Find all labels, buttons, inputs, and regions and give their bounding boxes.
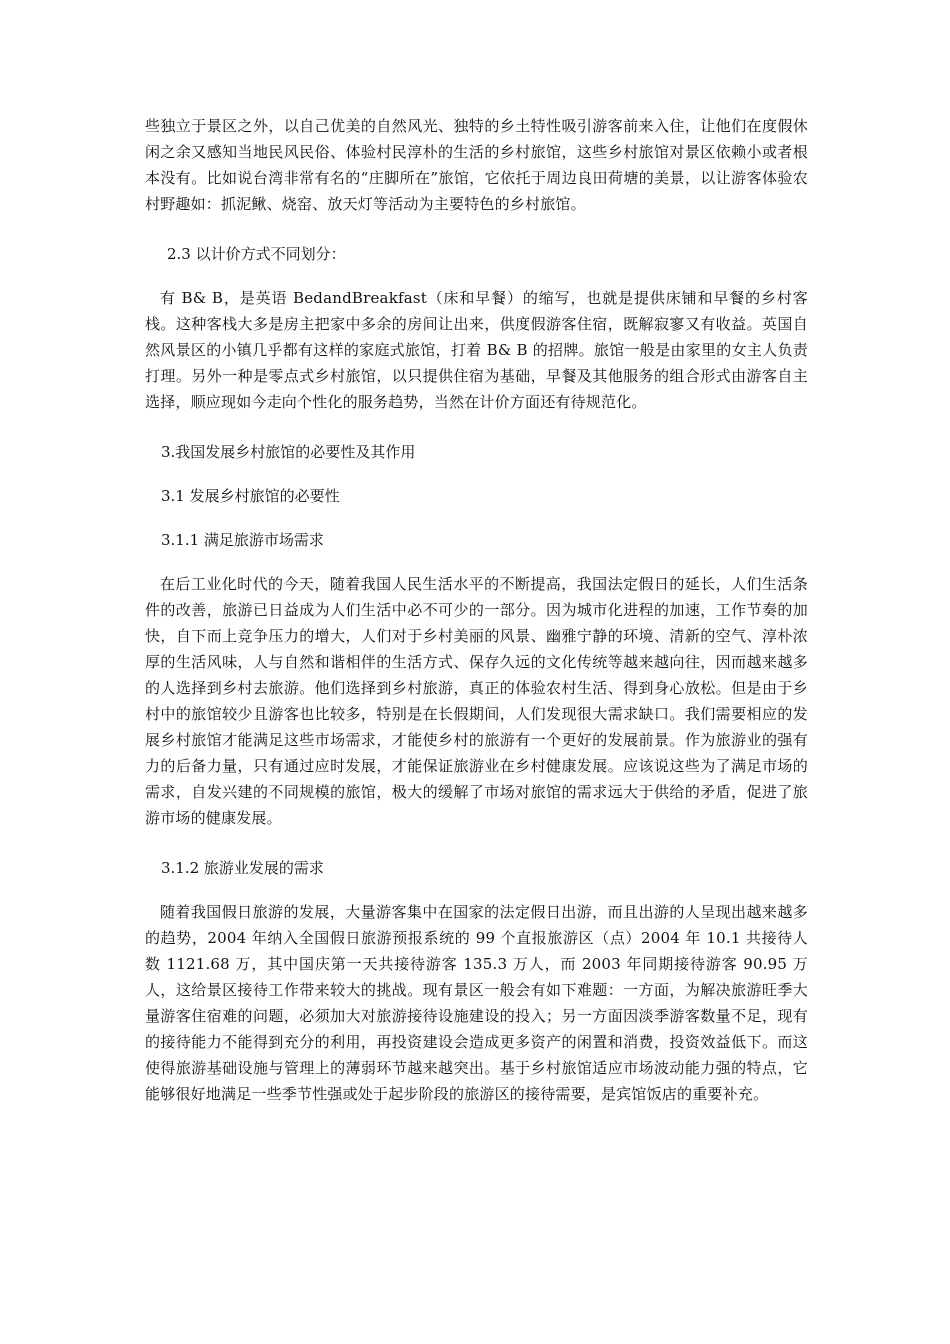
document-page <box>145 113 808 1125</box>
heading-3-1-2-industry-demand: 3.1.2 旅游业发展的需求 <box>161 859 324 877</box>
heading-3-1-necessity: 3.1 发展乡村旅馆的必要性 <box>161 487 340 505</box>
heading-3-1-1-market-demand: 3.1.1 满足旅游市场需求 <box>161 531 324 549</box>
heading-3-necessity-and-role: 3.我国发展乡村旅馆的必要性及其作用 <box>161 443 416 461</box>
paragraph-bed-and-breakfast: 有 B& B，是英语 BedandBreakfast（床和早餐）的缩写，也就是提供床铺和早餐的乡村客栈。这种客栈大多是房主把家中多余的房间让出来，供度假游客住宿，既解寂寥又有收益。英国自然风景区的小镇几乎都有这样的家庭式旅馆，打着 B& B 的招牌。旅馆一般是由家里的女主人负责打理。另外一种是零点式乡村旅馆，以只提供住宿为基础，早餐及其他服务的组合形式由游客自主选择，顺应现如今走向个性化的服务趋势，当然在计价方面还有待规范化。 <box>145 289 808 411</box>
paragraph-rural-inns-independent: 些独立于景区之外，以自己优美的自然风光、独特的乡土特性吸引游客前来入住，让他们在度假休闲之余又感知当地民风民俗、体验村民淳朴的生活的乡村旅馆，这些乡村旅馆对景区依赖小或者根本没有。比如说台湾非常有名的“庄脚所在”旅馆，它依托于周边良田荷塘的美景，以让游客体验农村野趣如：抓泥鳅、烧窑、放天灯等活动为主要特色的乡村旅馆。 <box>145 117 808 213</box>
heading-2-3-pricing-classification: 2.3 以计价方式不同划分： <box>167 245 346 263</box>
paragraph-industry-demand: 随着我国假日旅游的发展，大量游客集中在国家的法定假日出游，而且出游的人呈现出越来越多的趋势，2004 年纳入全国假日旅游预报系统的 99 个直报旅游区（点）2004 年 10.1 共接待人数 1121.68 万，其中国庆第一天共接待游客 135.3 万人，而 2003 年同期接待游客 90.95 万人，这给景区接待工作带来较大的挑战。现有景区一般会有如下难题：一方面，为解决旅游旺季大量游客住宿难的问题，必须加大对旅游接待设施建设的投入；另一方面因淡季游客数量不足，现有的接待能力不能得到充分的利用，再投资建设会造成更多资产的闲置和消费，投资效益低下。而这使得旅游基础设施与管理上的薄弱环节越来越突出。基于乡村旅馆适应市场波动能力强的特点，它能够很好地满足一些季节性强或处于起步阶段的旅游区的接待需要，是宾馆饭店的重要补充。 <box>145 903 808 1103</box>
paragraph-market-demand: 在后工业化时代的今天，随着我国人民生活水平的不断提高，我国法定假日的延长，人们生活条件的改善，旅游已日益成为人们生活中必不可少的一部分。因为城市化进程的加速，工作节奏的加快，自下而上竞争压力的增大，人们对于乡村美丽的风景、幽雅宁静的环境、清新的空气、淳朴浓厚的生活风味，人与自然和谐相伴的生活方式、保存久远的文化传统等越来越向往，因而越来越多的人选择到乡村去旅游。他们选择到乡村旅游，真正的体验农村生活、得到身心放松。但是由于乡村中的旅馆较少且游客也比较多，特别是在长假期间，人们发现很大需求缺口。我们需要相应的发展乡村旅馆才能满足这些市场需求，才能使乡村的旅游有一个更好的发展前景。作为旅游业的强有力的后备力量，只有通过应时发展，才能保证旅游业在乡村健康发展。应该说这些为了满足市场的需求，自发兴建的不同规模的旅馆，极大的缓解了市场对旅馆的需求远大于供给的矛盾，促进了旅游市场的健康发展。 <box>145 575 808 827</box>
